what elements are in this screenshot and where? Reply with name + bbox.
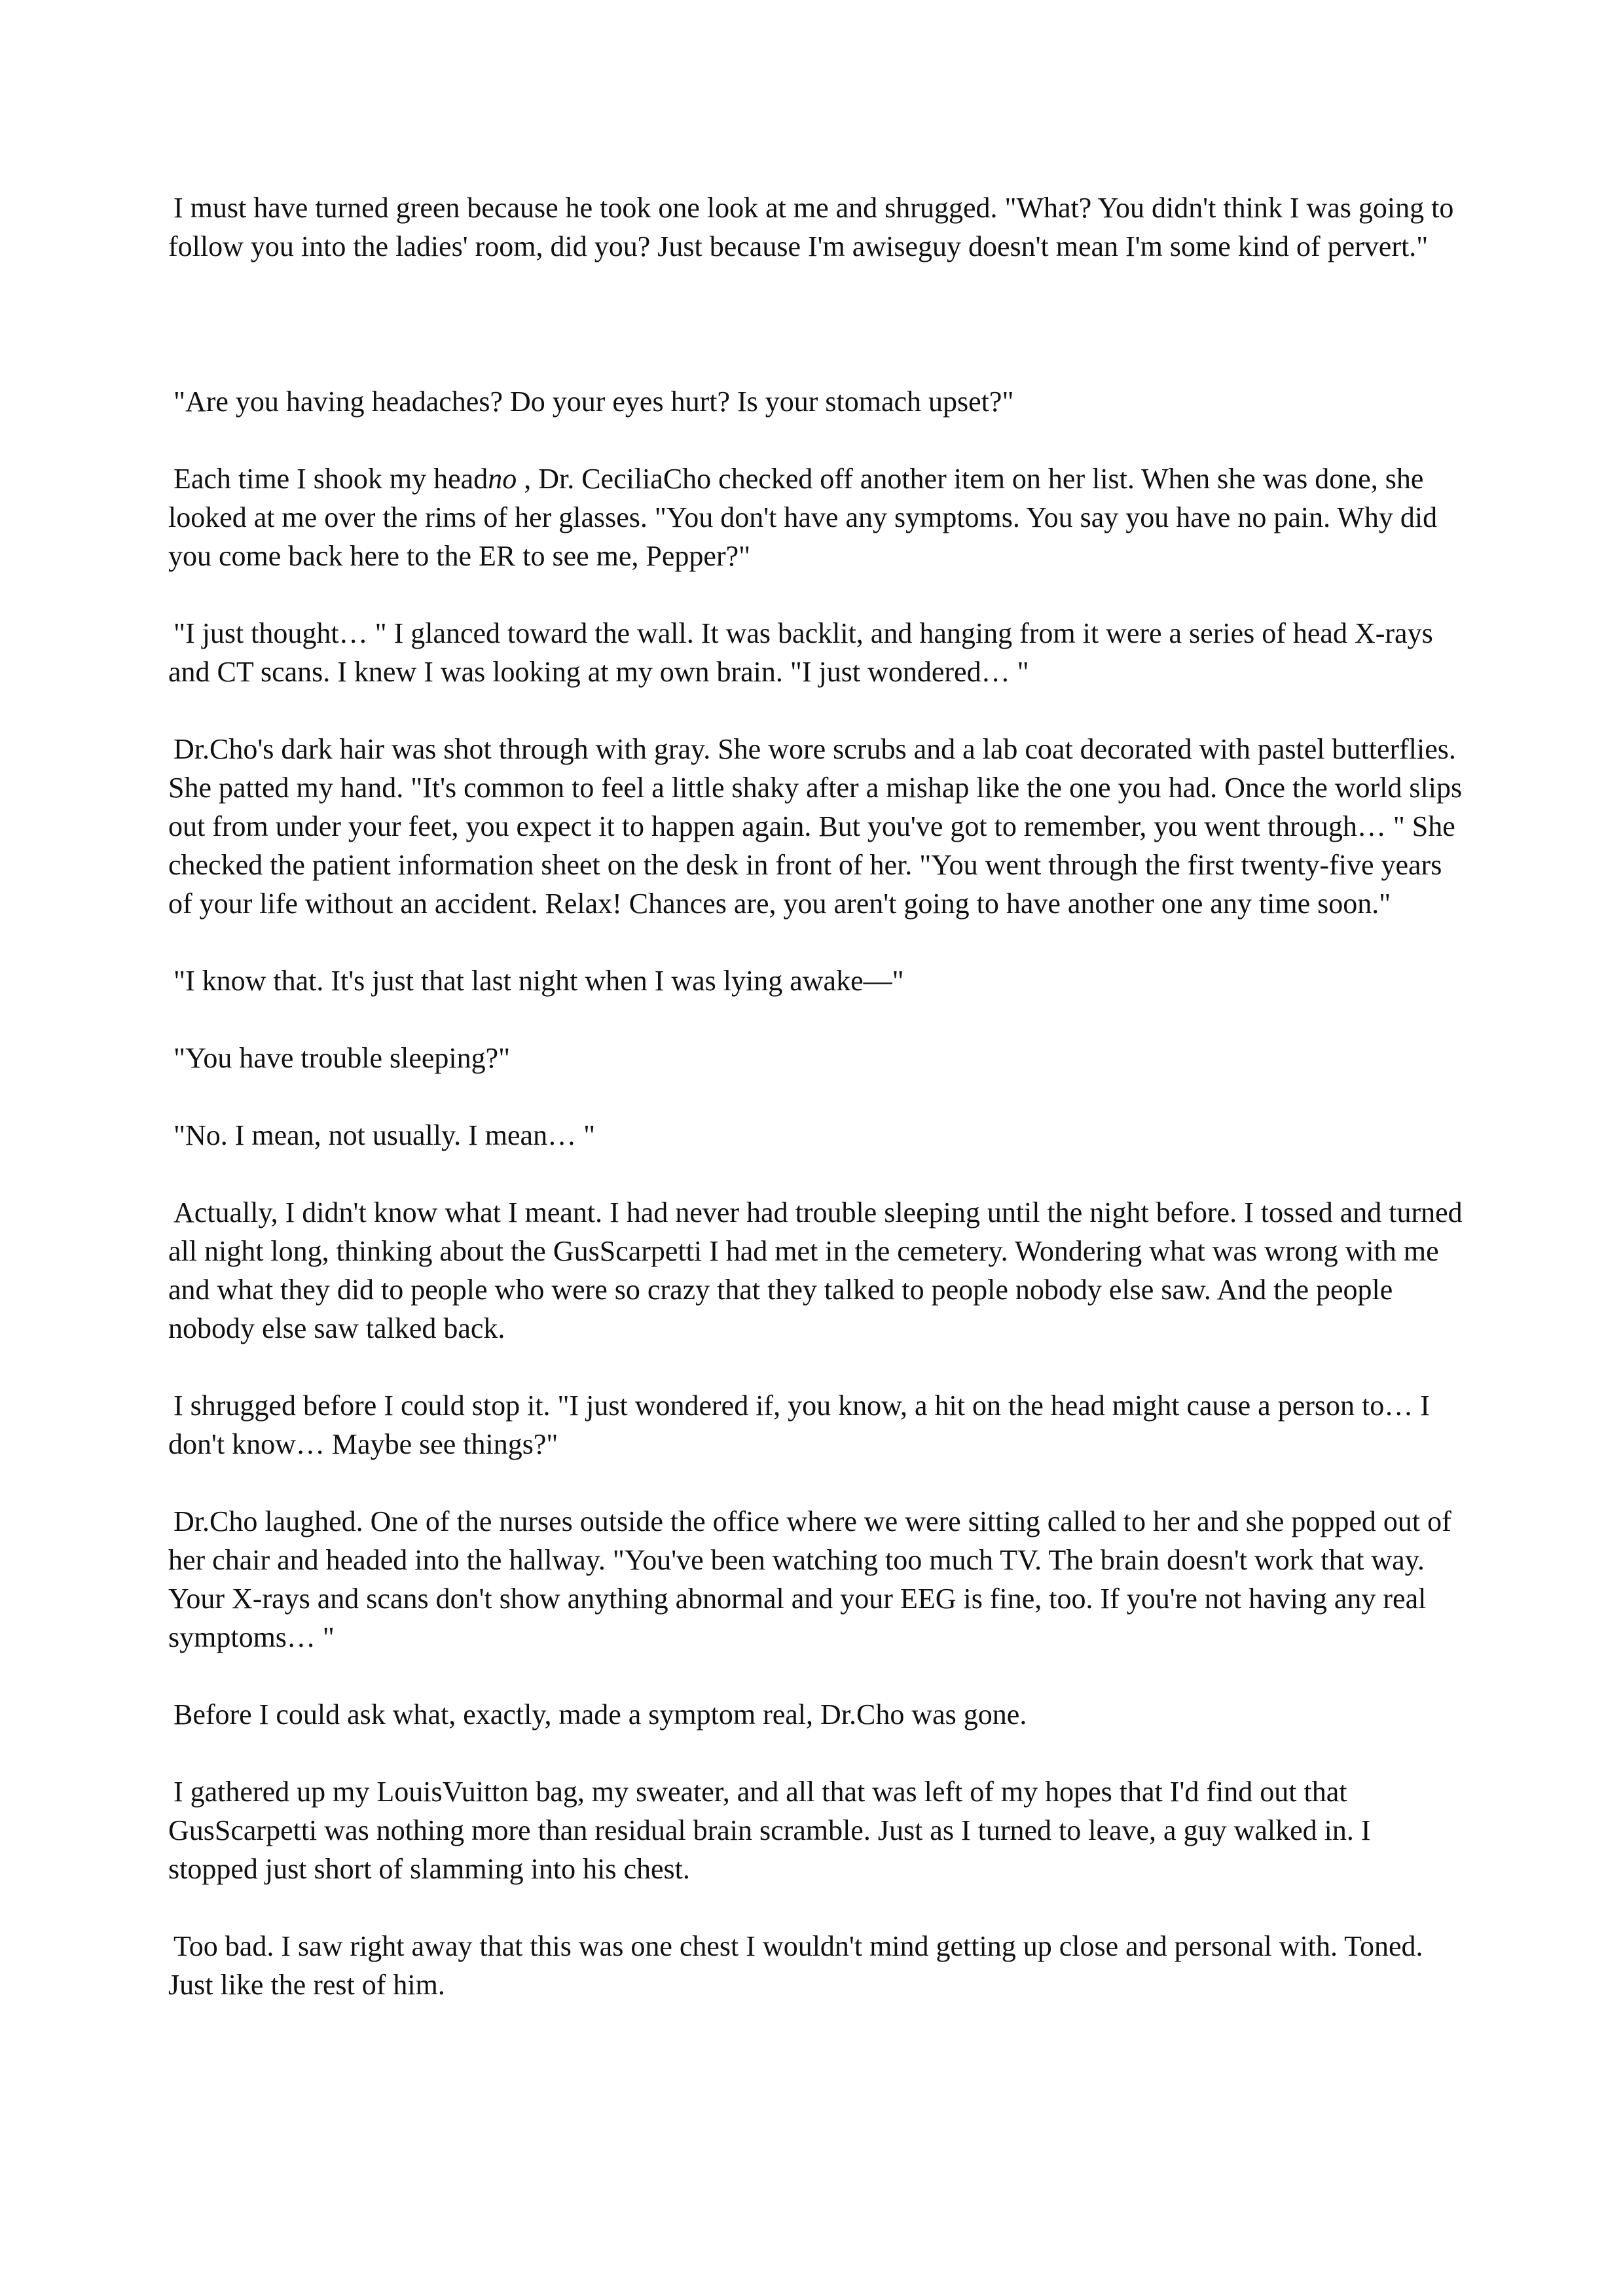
paragraph: Too bad. I saw right away that this was one chest I wouldn't mind getting up close and personal with. Toned. Just like the rest of him. — [168, 1930, 1423, 2001]
paragraph: Actually, I didn't know what I meant. I had never had trouble sleeping until the night before. I tossed and turned all night long, thinking about the GusScarpetti I had met in the cemetery. Wondering what was wrong with me and what they did to people who were so crazy that they talked to people nobody else saw. And the people nobody else saw talked back. — [168, 1196, 1463, 1344]
paragraph-text: Each time I shook my head — [173, 463, 488, 495]
paragraph-text: , Dr. CeciliaCho checked off another item on her list. When she was done, she looked at me over the rims of her glasses. "You don't have any symptoms. You say you have no pain. Why did you come back here to the ER to see me, Pepper?" — [168, 463, 1438, 572]
body-text — [168, 188, 1465, 2004]
paragraph: "No. I mean, not usually. I mean… " — [173, 1119, 596, 1151]
paragraph: I gathered up my LouisVuitton bag, my sweater, and all that was left of my hopes that I'd find out that GusScarpetti was nothing more than residual brain scramble. Just as I turned to leave, a guy walked in. I stopped just short of slamming into his chest. — [168, 1776, 1371, 1885]
paragraph: Dr.Cho's dark hair was shot through with gray. She wore scrubs and a lab coat decorated with pastel butterflies. She patted my hand. "It's common to feel a little shaky after a mishap like the one you had. Once the world slips out from under your feet, you expect it to happen again. But you've got to remember, you went through… " She checked the patient information sheet on the desk in front of her. "You went through the first twenty-five years of your life without an accident. Relax! Chances are, you aren't going to have another one any time soon." — [168, 733, 1463, 920]
paragraph: Before I could ask what, exactly, made a symptom real, Dr.Cho was gone. — [173, 1698, 1027, 1731]
paragraph: Dr.Cho laughed. One of the nurses outside the office where we were sitting called to her and she popped out of her chair and headed into the hallway. "You've been watching too much TV. The brain doesn't work that way. Your X-rays and scans don't show anything abnormal and your EEG is fine, too. If you're not having any real symptoms… " — [168, 1505, 1451, 1653]
emphasis-text: no — [488, 463, 517, 495]
paragraph: I shrugged before I could stop it. "I just wondered if, you know, a hit on the head might cause a person to… I don't know… Maybe see things?" — [168, 1390, 1430, 1460]
paragraph: "I just thought… " I glanced toward the wall. It was backlit, and hanging from it were a series of head X-rays and CT scans. I knew I was looking at my own brain. "I just wondered… " — [168, 617, 1433, 688]
paragraph: "You have trouble sleeping?" — [173, 1042, 511, 1074]
paragraph: "I know that. It's just that last night when I was lying awake—" — [173, 965, 904, 997]
paragraph — [168, 459, 1465, 575]
paragraph: I must have turned green because he took one look at me and shrugged. "What? You didn't think I was going to follow you into the ladies' room, did you? Just because I'm awiseguy doesn't mean I'm some kind of pervert." — [168, 192, 1454, 262]
paragraph: "Are you having headaches? Do your eyes hurt? Is your stomach upset?" — [173, 386, 1014, 418]
